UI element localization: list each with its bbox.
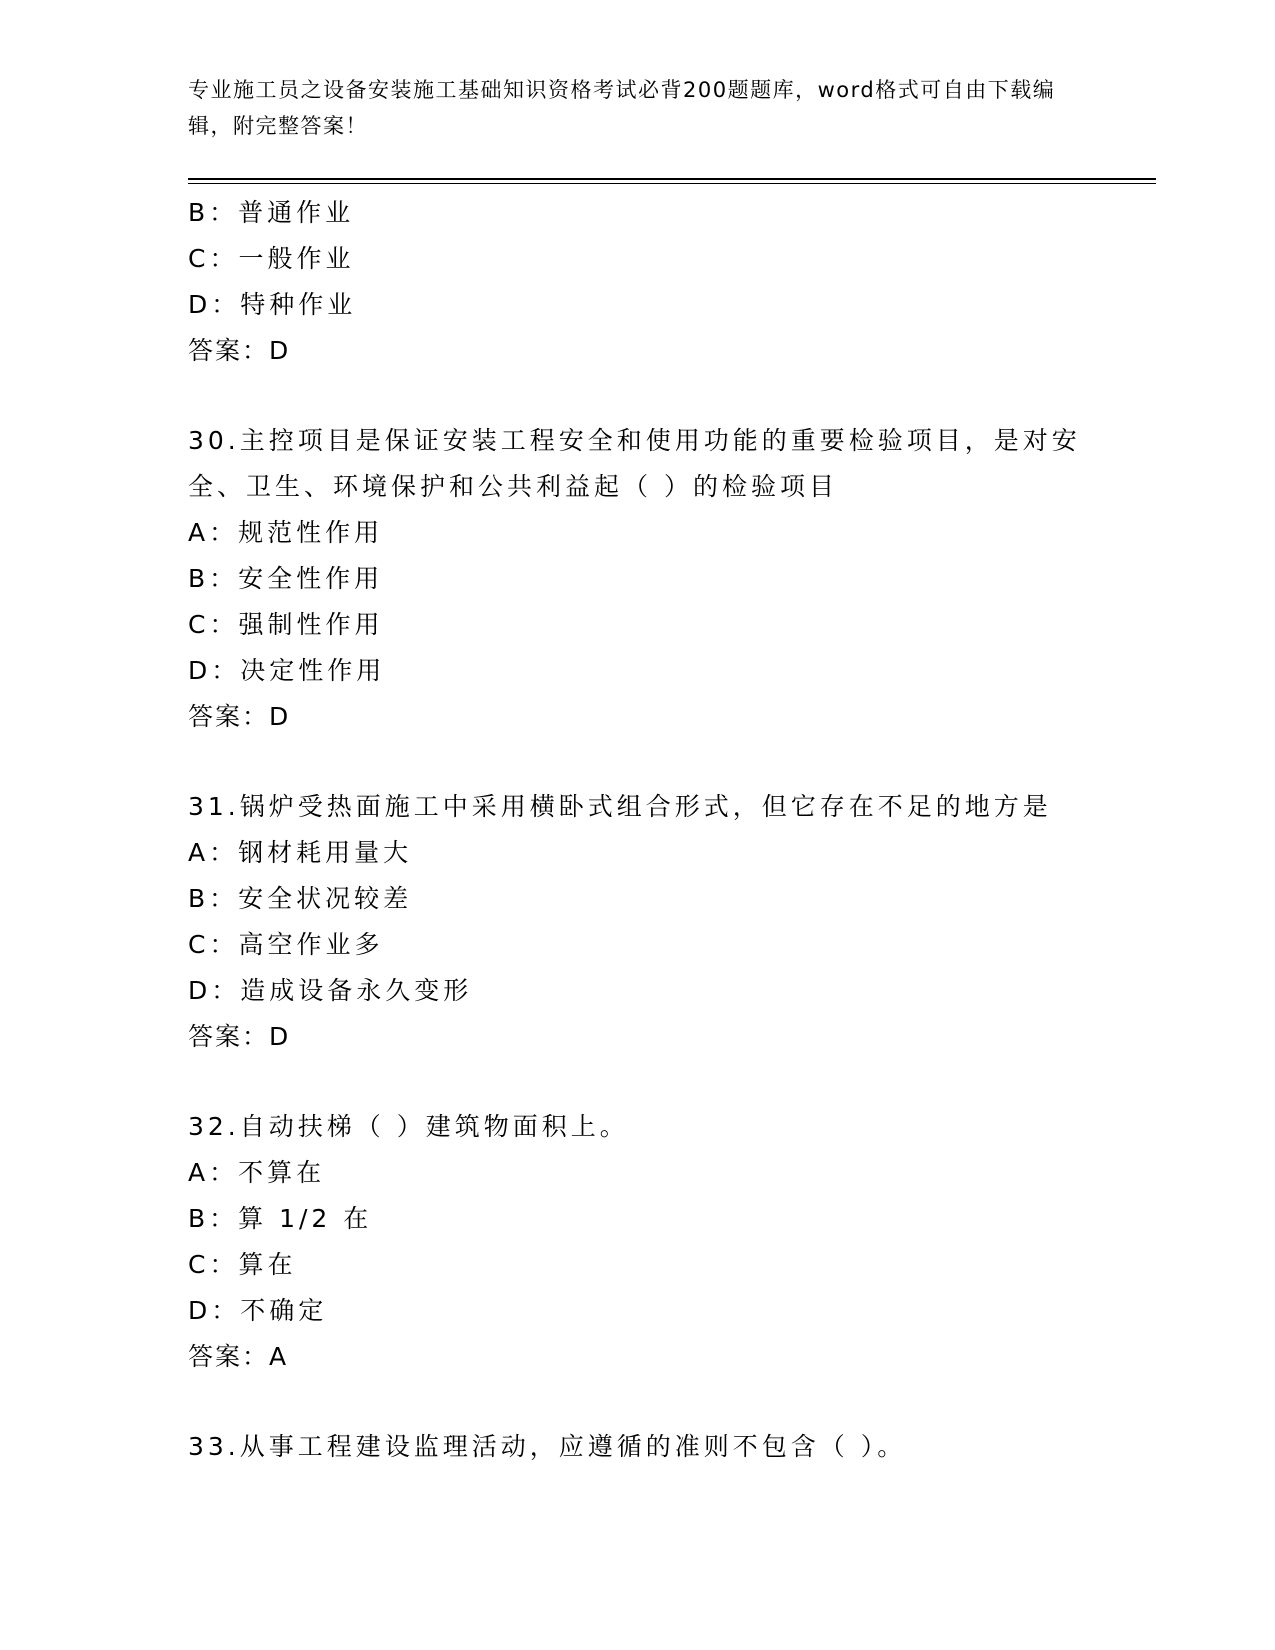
question-stem-line: 33.从事工程建设监理活动，应遵循的准则不包含（ ）。 bbox=[188, 1432, 907, 1461]
header-title: 专业施工员之设备安装施工基础知识资格考试必背200题题库，word格式可自由下载编辑，附完整答案！ bbox=[188, 78, 1056, 138]
answer-line: 答案：D bbox=[188, 702, 291, 731]
answer-line: 答案：A bbox=[188, 1342, 289, 1371]
option-d: D：造成设备永久变形 bbox=[188, 976, 473, 1005]
answer-line: 答案：D bbox=[188, 336, 291, 365]
question-31 bbox=[188, 784, 1088, 1060]
option-d: D：特种作业 bbox=[188, 290, 357, 319]
option-b: B：安全状况较差 bbox=[188, 884, 413, 913]
question-stem-line: 30.主控项目是保证安装工程安全和使用功能的重要检验项目，是对安 bbox=[188, 426, 1081, 455]
question-stem-line: 31.锅炉受热面施工中采用横卧式组合形式，但它存在不足的地方是 bbox=[188, 792, 1052, 821]
answer-line: 答案：D bbox=[188, 1022, 291, 1051]
option-b: B：普通作业 bbox=[188, 198, 355, 227]
option-a: A：钢材耗用量大 bbox=[188, 838, 413, 867]
document-body bbox=[188, 190, 1088, 1470]
option-b: B：算 1/2 在 bbox=[188, 1204, 373, 1233]
question-33 bbox=[188, 1424, 1088, 1470]
option-c: C：一般作业 bbox=[188, 244, 355, 273]
question-32 bbox=[188, 1104, 1088, 1380]
header-rule-thick bbox=[188, 178, 1156, 180]
option-c: C：高空作业多 bbox=[188, 930, 384, 959]
option-a: A：规范性作用 bbox=[188, 518, 384, 547]
option-b: B：安全性作用 bbox=[188, 564, 384, 593]
option-d: D：不确定 bbox=[188, 1296, 328, 1325]
header-rule-thin bbox=[188, 183, 1156, 184]
question-stem-line: 全、卫生、环境保护和公共利益起（ ）的检验项目 bbox=[188, 472, 838, 501]
option-a: A：不算在 bbox=[188, 1158, 326, 1187]
option-d: D：决定性作用 bbox=[188, 656, 386, 685]
previous-question-tail bbox=[188, 190, 1088, 374]
option-c: C：强制性作用 bbox=[188, 610, 384, 639]
question-30 bbox=[188, 418, 1088, 740]
document-header bbox=[188, 72, 1068, 144]
question-stem-line: 32.自动扶梯（ ）建筑物面积上。 bbox=[188, 1112, 629, 1141]
option-c: C：算在 bbox=[188, 1250, 297, 1279]
